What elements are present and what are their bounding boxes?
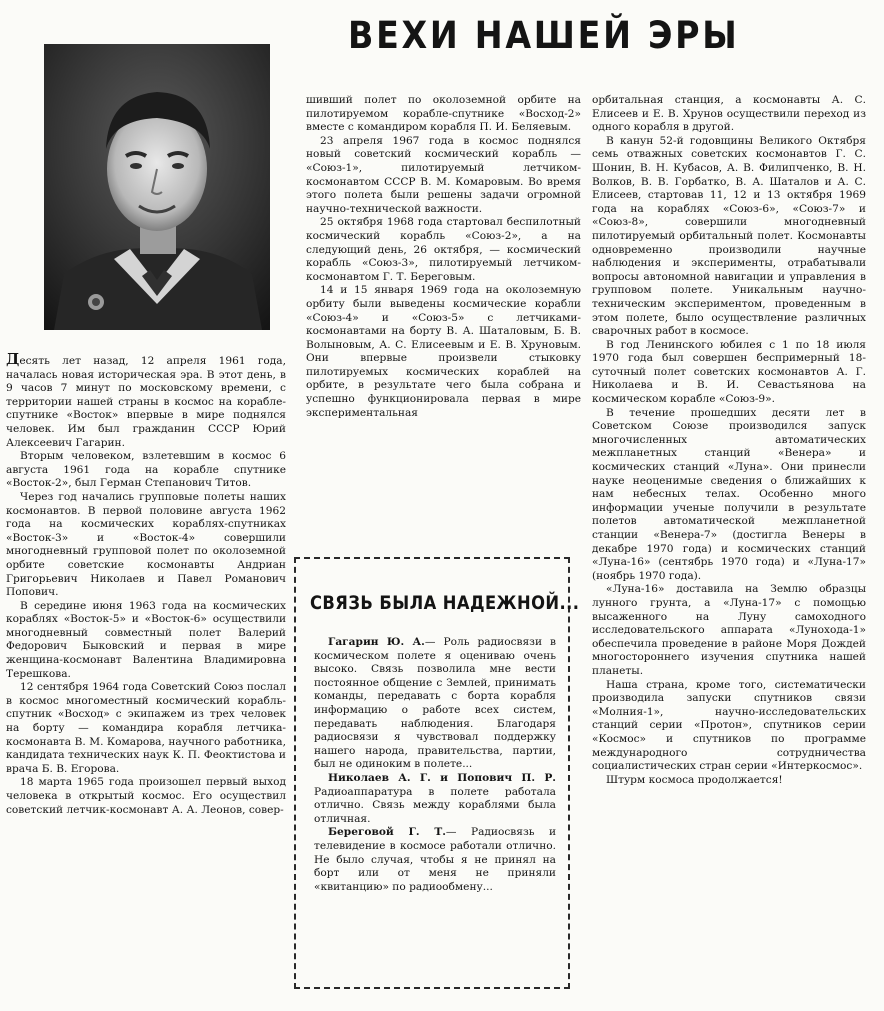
paragraph: орбитальная станция, а космонавты А. С. Елисеев и Е. В. Хрунов осуществили переход из одного корабля в другой.: [592, 94, 866, 134]
closing-line: Штурм космоса продолжается!: [606, 773, 783, 786]
paragraph: 12 сентября 1964 года Советский Союз послал в космос многоместный космический корабль-спутник «Восход» с экипажем из трех человек на борту — командира корабля летчика-космонавта В. М. Комарова, научного работника, кандидата технических наук К. П. Феоктистова и врача Б. В. Егорова.: [6, 681, 286, 775]
quote: [314, 826, 556, 894]
paragraph: 23 апреля 1967 года в космос поднялся новый советский космический корабль — «Союз-1», пилотируемый летчиком-космонавтом СССР В. М. Комаровым. Во время этого полета были решены задачи огромной научно-технической важности.: [306, 134, 581, 215]
quote: [314, 636, 556, 772]
paragraph: Десять лет назад, 12 апреля 1961 года, началась новая историческая эра. В этот день, в 9 часов 7 минут по московскому времени, с территории нашей страны в космос на корабле-спутнике «Восток» впервые в мире поднялся человек. Им был гражданин СССР Юрий Алексеевич Гагарин.: [6, 350, 286, 449]
paragraph: 18 марта 1965 года произошел первый выход человека в открытый космос. Его осуществил советский летчик-космонавт А. А. Леонов, совер-: [6, 776, 286, 816]
quote-text: — Роль радиосвязи в космическом полете я оцениваю очень высоко. Связь позволила мне вести постоянное общение с Землей, принимать команды, передавать с борта корабля информацию о работе всех систем, передавать наблюдения. Благодаря радиосвязи я чувствовал поддержку нашего народа, правительства, партии, был не одиноким в полете...: [314, 636, 556, 771]
quote-speaker: Береговой Г. Т.: [328, 826, 446, 839]
quote: [314, 772, 556, 826]
paragraph: шивший полет по околоземной орбите на пилотируемом корабле-спутнике «Восход-2» вместе с командиром корабля П. И. Беляевым.: [306, 94, 581, 134]
paragraph: В канун 52-й годовщины Великого Октября семь отважных советских космонавтов Г. С. Шонин, В. Н. Кубасов, А. В. Филипченко, В. Н. Волков, В. В. Горбатко, В. А. Шаталов и А. С. Елисеев, стартовав 11, 12 и 13 октября 1969 года на кораблях «Союз-6», «Союз-7» и «Союз-8», совершили многодневный пилотируемый орбитальный полет. Космонавты одновременно производили научные наблюдения и эксперименты, отрабатывали вопросы автономной навигации и управления в групповом полете. Уникальным научно-техническим экспериментом, проведенным в этом полете, было осуществление различных сварочных работ в космосе.: [592, 134, 866, 338]
paragraph: 14 и 15 января 1969 года на околоземную орбиту были выведены космические корабли «Союз-4» и «Союз-5» с летчиками-космонавтами на борту В. А. Шаталовым, Б. В. Волыновым, А. С. Елисеевым и Е. В. Хруновым. Они впервые произвели стыковку пилотируемых космических кораблей на орбите, в результате чего была собрана и успешно функционировала первая в мире экспериментальная: [306, 284, 581, 419]
column-3: [592, 94, 866, 787]
quote-text: Радиоаппаратура в полете работала отлично. Связь между кораблями была отличная.: [314, 785, 556, 825]
sidebar-text: [314, 636, 556, 894]
portrait-photo: [44, 44, 270, 330]
portrait-image: [44, 44, 270, 330]
column-1: [6, 350, 286, 817]
paragraph: Через год начались групповые полеты наших космонавтов. В первой половине августа 1962 года на космических кораблях-спутниках «Восток-3» и «Восток-4» совершили многодневный групповой полет по околоземной орбите советские космонавты Андриан Григорьевич Николаев и Павел Романович Попович.: [6, 490, 286, 599]
paragraph: 25 октября 1968 года стартовал беспилотный космический корабль «Союз-2», а на следующий день, 26 октября, — космический корабль «Союз-3», пилотируемый летчиком-космонавтом Г. Т. Береговым.: [306, 216, 581, 283]
headline: ВЕХИ НАШЕЙ ЭРЫ: [348, 14, 740, 57]
sidebar-box: [294, 557, 580, 989]
quote-text: — Радиосвязь и телевидение в космосе работали отлично. Не было случая, чтобы я не принял на борт или от меня не приняли «квитанцию» по радиообмену...: [314, 826, 556, 893]
quote-speaker: Николаев А. Г. и Попович П. Р.: [328, 771, 556, 784]
paragraph: В год Ленинского юбилея с 1 по 18 июля 1970 года был совершен беспримерный 18-суточный полет советских космонавтов А. Г. Николаева и В. И. Севастьянова на космическом корабле «Союз-9».: [592, 338, 866, 406]
column-2: [306, 94, 581, 420]
sidebar-title: СВЯЗЬ БЫЛА НАДЕЖНОЙ...: [310, 592, 580, 614]
paragraph: В течение прошедших десяти лет в Советском Союзе производился запуск многочисленных автоматических межпланетных станций «Венера» и космических станций «Луна». Они принесли науке неоценимые сведения о ближайших к нам небесных телах. Особенно много информации ученые получили в результате полетов автоматической межпланетной станции «Венера-7» (достигла Венеры в декабре 1970 года) и космических станций «Луна-16» (сентябрь 1970 года) и «Луна-17» (ноябрь 1970 года).: [592, 406, 866, 582]
quote-speaker: Гагарин Ю. А.: [328, 636, 425, 648]
paragraph: Наша страна, кроме того, систематически производила запуски спутников связи «Молния-1», научно-исследовательских станций серии «Протон», спутников серии «Космос» и спутников по программе международного сотрудничества социалистических стран серии «Интеркосмос».: [592, 678, 866, 773]
paragraph: В середине июня 1963 года на космических кораблях «Восток-5» и «Восток-6» осуществили многодневный совместный полет Валерий Федорович Быковский и первая в мире женщина-космонавт Валентина Владимировна Терешкова.: [6, 599, 286, 680]
paragraph: «Луна-16» доставила на Землю образцы лунного грунта, а «Луна-17» с помощью высаженного на Луну самоходного исследовательского аппарата «Лунохода-1» обеспечила проведение в районе Моря Дождей многостороннего изучения спутника нашей планеты.: [592, 583, 866, 677]
paragraph: Вторым человеком, взлетевшим в космос 6 августа 1961 года на корабле спутнике «Восток-2», был Герман Степанович Титов.: [6, 450, 286, 490]
